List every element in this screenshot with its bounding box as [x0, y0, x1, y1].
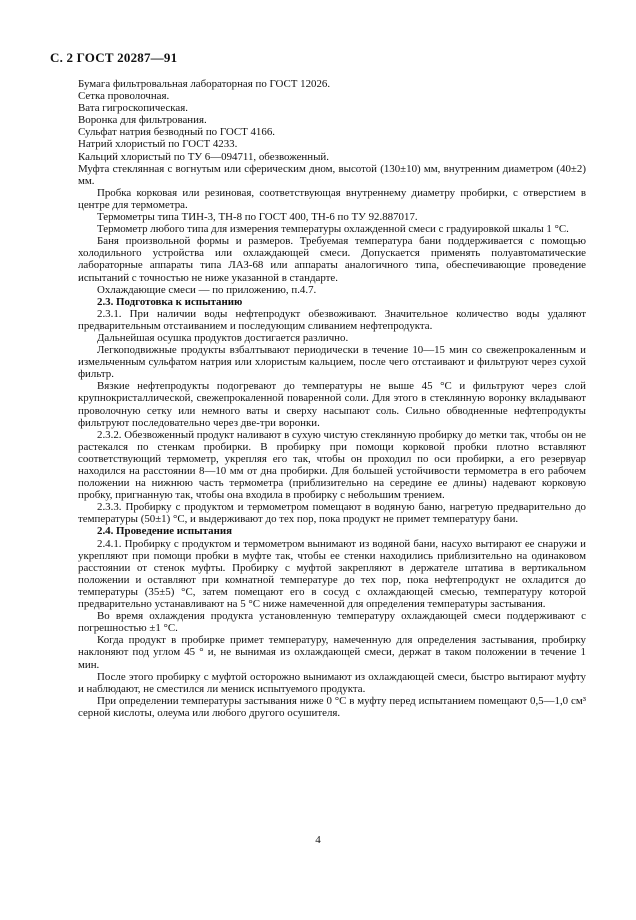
- paragraph: Термометры типа ТИН-3, ТН-8 по ГОСТ 400, ТН-6 по ТУ 92.887017.: [97, 211, 418, 224]
- page-header: С. 2 ГОСТ 20287—91: [50, 50, 178, 65]
- paragraph: После этого пробирку с муфтой осторожно вынимают из охлаждающей смеси, быстро вытирают муфту и наблюдают, не сместился ли мениск испытуемого продукта.: [78, 670, 586, 695]
- paragraph: 2.4.1. Пробирку с продуктом и термометром вынимают из водяной бани, насухо вытирают ее снаружи и укрепляют при помощи пробки в муфте так, чтобы ее стенки находились приблизительно на одинаковом расстоянии от стенок муфты. Пробирку с муфтой закрепляют в держателе штатива в вертикальном положении и оставляют при комнатной температуре до тех пор, пока нефтепродукт не охладится до температуры (35±5) °С, затем помещают его в сосуд с охлаждающей смесью, температуру которой предварительно устанавливают на 5 °С ниже намеченной для определения температуры застывания.: [78, 537, 586, 611]
- paragraph: Муфта стеклянная с вогнутым или сферическим дном, высотой (130±10) мм, внутренним диаметром (40±2) мм.: [78, 162, 586, 187]
- paragraph: Термометр любого типа для измерения температуры охлажденной смеси с градуировкой шкалы 1 °С.: [97, 223, 569, 236]
- paragraph: Когда продукт в пробирке примет температуру, намеченную для определения застывания, пробирку наклоняют под углом 45 ° и, не вынимая из охлаждающей смеси, держат в таком положении в течение 1 мин.: [78, 634, 586, 671]
- paragraph: Вата гигроскопическая.: [78, 102, 188, 115]
- paragraph: Охлаждающие смеси — по приложению, п.4.7.: [97, 283, 317, 296]
- paragraph: Сульфат натрия безводный по ГОСТ 4166.: [78, 126, 275, 139]
- paragraph: Дальнейшая осушка продуктов достигается различно.: [97, 331, 349, 344]
- paragraph: Сетка проволочная.: [78, 90, 170, 103]
- page-number: 4: [315, 834, 321, 846]
- paragraph: 2.3.3. Пробирку с продуктом и термометром помещают в водяную баню, нагретую предварительно до температуры (50±1) °С, и выдерживают до тех пор, пока продукт не примет температуру бани.: [78, 501, 586, 526]
- paragraph: Кальций хлористый по ТУ 6—094711, обезвоженный.: [78, 150, 329, 163]
- paragraph: При определении температуры застывания ниже 0 °С в муфту перед испытанием помещают 0,5—1,0 см³ серной кислоты, олеума или любого другого осушителя.: [78, 694, 586, 719]
- paragraph: Пробка корковая или резиновая, соответствующая внутреннему диаметру пробирки, с отверстием в центре для термометра.: [78, 186, 586, 211]
- paragraph: Баня произвольной формы и размеров. Требуемая температура бани поддерживается с помощью холодильного устройства или охлаждающей смеси. Допускается применять полуавтоматические лабораторные аппараты типа ЛАЗ-68 или аппараты аналогичного типа, обеспечивающие проведение испытаний с точностью не ниже указанной в стандарте.: [78, 235, 586, 284]
- paragraph: Воронка для фильтрования.: [78, 114, 207, 127]
- paragraph: Вязкие нефтепродукты подогревают до температуры не выше 45 °С и фильтруют через слой крупнокристаллической, свежепрокаленной поваренной соли. Для этого в стеклянную воронку вкладывают проволочную сетку или немного ваты и сверху насыпают соль. Сильно обводненные нефтепродукты фильтруют последовательно через две-три воронки.: [78, 380, 586, 429]
- section-heading: 2.3. Подготовка к испытанию: [97, 295, 243, 308]
- paragraph: Натрий хлористый по ГОСТ 4233.: [78, 138, 238, 151]
- document-body: [78, 78, 586, 719]
- paragraph: Легкоподвижные продукты взбалтывают периодически в течение 10—15 мин со свежепрокаленным и измельченным сульфатом натрия или хлористым кальцием, после чего отстаивают и фильтруют через сухой фильтр.: [78, 344, 586, 381]
- section-heading: 2.4. Проведение испытания: [97, 525, 233, 538]
- paragraph: Бумага фильтровальная лабораторная по ГОСТ 12026.: [78, 78, 331, 90]
- paragraph: Во время охлаждения продукта установленную температуру охлаждающей смеси поддерживают с погрешностью ±1 °С.: [78, 610, 586, 635]
- paragraph: 2.3.1. При наличии воды нефтепродукт обезвоживают. Значительное количество воды удаляют предварительным отстаиванием и последующим сливанием нефтепродукта.: [78, 307, 586, 332]
- paragraph: 2.3.2. Обезвоженный продукт наливают в сухую чистую стеклянную пробирку до метки так, чтобы он не растекался по стенкам пробирки. В пробирку при помощи корковой пробки плотно вставляют соответствующий термометр, укрепляя его так, чтобы он проходил по оси пробирки, а его резервуар находился на расстоянии 8—10 мм от дна пробирки. Для большей устойчивости термометра в его рабочем положении на нижнюю часть термометра (приблизительно на середине ее длины) надевают корковую пробку, пригнанную так, чтобы она входила в пробирку с небольшим трением.: [78, 428, 586, 502]
